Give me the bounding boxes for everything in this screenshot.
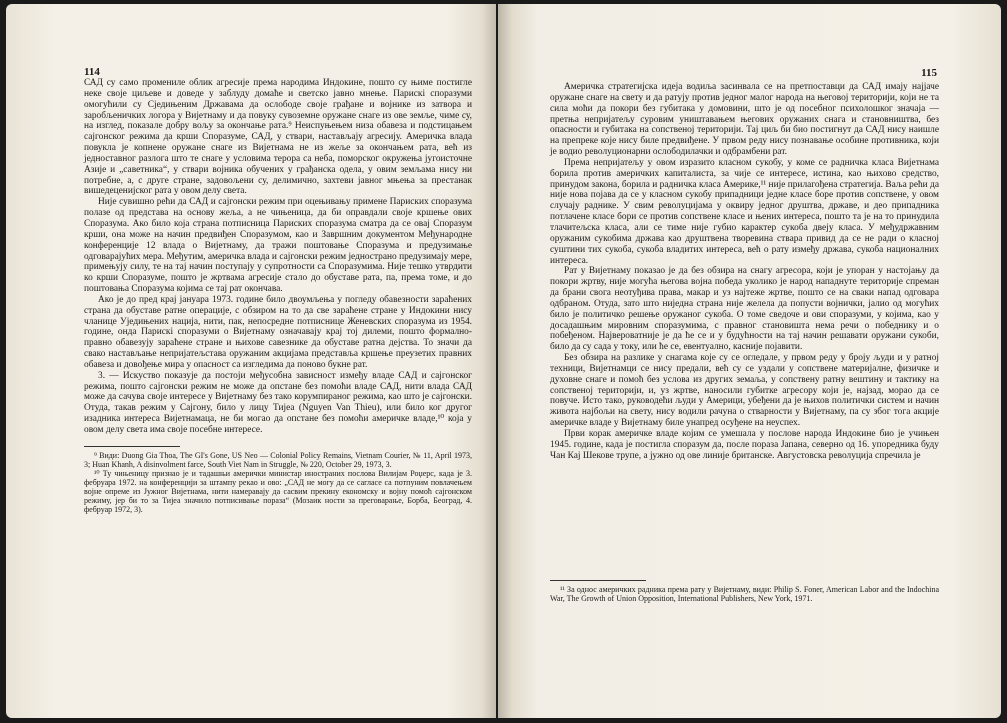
left-footnotes	[84, 451, 472, 515]
footnote: ⁹ Види: Duong Gia Thoa, The GI's Gone, US Neo — Colonial Policy Remains, Vietnam Courier, № 11, April 1973, 3; Huan Khanh, A disinvolment farce, South Viet Nam in Struggle, № 220, October 29, 1973, 3.	[84, 450, 472, 469]
page-number-right: 115	[921, 67, 937, 79]
right-body	[550, 82, 939, 462]
footnote: ¹⁰ Ту чињеницу признао је и тадашњи амерички министар иностраних послова Вилијам Роџерс, када је 3. фебруара 1972. на конференцији за штампу рекао и ово: „САД не могу да се сагласе са потпуним повлачењем војне опреме из Јужног Вијетнама, нити намеравају да сасвим прекину економску и војну помоћ сајгонском режиму, јер би то за Тијеа значило потписивање пораза“ (Мозаик ности за преговарање, Борба, Београд, 4. фебруар 1972, 3).	[84, 469, 472, 515]
paragraph: Рат у Вијетнаму показао је да без обзира на снагу агресора, који је упоран у настојању да покори жртву, није могућа његова војна победа уколико је народ нападнуте територије спреман да брани свога неотуђива права, макар и уз најтеже жртве, пошто се на сваки напад одговара одбраном. Отуда, зато што ниједна страна није желела да попусти војнички, јалио од могућих било је политичко решење оружаног сукоба. О томе сведоче и ови споразуми, у којима, као у досадашњим мировним споразумима, с правног становишта нема речи о победнику и о побеђеном. Највероватније је да ће се и у будућности на тај начин решавати оружани сукоби, било да су сада у току, или ће се, евентуално, касније појавити.	[550, 266, 939, 353]
gutter-shadow	[498, 4, 512, 718]
right-page	[498, 4, 1001, 718]
paragraph: Није сувишно рећи да САД и сајгонски режим при оцењивању примене Париских споразума полазе од представа на основу жеља, а не чињеница, да би оправдали своје кршење ових Споразума. Ако било која страна потписница Париских споразума сматра да се овај Споразум крши, она може на начин предвиђен Споразумом, као и Завршним документом Међународне конференције 12 влада о Вијетнаму, да тражи поштовање Споразума и предузимање одговарајућих мера. Међутим, америчка влада и сајгонски режим једнострано предузимају мере, примењују силу, те на тај начин поступају у супротности са Споразумима. Није тешко утврдити ко крши Споразуме, пошто је жртвама агресије стало до обуставе рата, па, према томе, и до поштовања Споразума којима се тај рат окончава.	[84, 197, 472, 295]
book-spread	[6, 4, 1001, 718]
paragraph: Америчка стратегијска идеја водиља засинвала се на претпоставци да САД имају најјаче оружане снаге на свету и да ратују против једног малог народа на његовој територији, који не та сила моћи да покори без губитака у домовини, што је од посебног психолошког значаја — претња непријатељу суровим уништавањем његових оружаних снага и становништва, без опасности и губитака на сопственој територији. Тај циљ би био постигнут да САД нису наишле на препреке које нису биле предвиђене. У првом реду нису познавање особине противника, који је водио револуционарни ослободилачки и одбрамбени рат.	[550, 82, 939, 158]
paragraph: Ако је до пред крај јануара 1973. године било двоумљења у погледу обавезности зараћених страна да обуставе ратне операције, с обзиром на то да све зараћене стране у Индокини нису чланице Уједињених нација, нити, пак, непосредне потписнице Женевских споразума из 1954. године, онда Парискi споразуми о Вијетнаму означавају крај тој дилеми, пошто формално-правно обавезују зараћене стране и њихове савезнике да обуставе ратна дејства. То значи да свако настављање непријатељстава оружаним акцијама представља кршење преузетих правних обавеза и довођење мира у опасност са изгледима да поново букне рат.	[84, 294, 472, 370]
paragraph: Први корак америчке владе којим се умешала у послове народа Индокине био је учињен 1945. године, када је постигла споразум да, после пораза Јапана, северно од 16. упоредника буду Чан Кај Шекове трупе, а јужно од ове линије британске. Августовска револуција спречила је	[550, 429, 939, 461]
gutter-shadow	[482, 4, 496, 718]
paragraph: САД су само промениле облик агресије према народима Индокине, пошто су њиме постигле неке своје циљеве и доведе у заблуду домаће и светско јавно мнење. Парискi споразуми омогућили су Сједињеним Државама да ослободе своје грађане и војнике из затвора и заробљеничких логора у Вијетнаму и да повуку сувоземне оружане снаге из ове земље, чиме су, на изглед, показале добру вољу за окончање рата.⁹ Неиспуњењем низа обавеза и подстицањем сајгонског режима да крши Споразуме, САД, у ствари, настављају агресију. Америчка влада повукла је копнене оружане снаге из Вијетнама не из жеље за окончањем рата, већ из једноставног разлога што те снаге у условима терора са неба, поморског окружења југоисточне Азије и „саветника“, у ствари војника обучених у грађанска одела, у овим земљама нису ни потребне, а, с друге стране, задовољени су, делимично, захтеви јавног мњења за престанак вишедеценијског рата у овом делу света.	[84, 78, 472, 197]
paragraph: Без обзира на разлике у снагама које су се огледале, у првом реду у броју људи и у ратној техници, Вијетнамци се нису предали, већ су се уздали у сопствене материјалне, физичке и духовне снаге и помоћ без услова из других земаља, у сопствену ратну вештину и тактику на сопственој територији, и, уз жртве, наносили губитке агресору који је, најзад, морао да се повуче. Исто тако, руководећи људи у Америци, убеђени да је њихов политички систем и начин живота најбољи на свету, нису водили рачуна о стварности у Вијетнаму, па су због тога акције америчке владе у Вијетнаму биле унапред осуђене на неуспех.	[550, 353, 939, 429]
footnote: ¹¹ За однос америчких радника према рату у Вијетнаму, види: Philip S. Foner, American Labor and the Indochina War, The Growth of Union Opposition, International Publishers, New York, 1971.	[550, 584, 939, 603]
footnote-rule	[84, 446, 180, 447]
left-page	[6, 4, 496, 718]
paragraph: Према непријатељу у овом изразито класном сукобу, у коме се радничка класа Вијетнама борила против америчких капиталиста, за чије се интересе, истина, као њихово средство, принудом закона, борила и радничка класа Америке,¹¹ није прилагођена стратегија. Ваља рећи да није нова појава да се у класном сукобу припадници једне класе боре против сопствене, у овом случају раднике. У свим револуцијама у оквиру једног друштва, државе, и део припадника потлачене класе бори се против сопствене класе и њених интереса, пошто та је на то принудила тлачитељска класа, али се тиме није губио карактер сукоба двеју класа. У међудржавним оружаним сукобима држава као друштвена творевина ствара привид да се не ради о класној суштини тих сукоба, сукоба владитих интереса, већ о рату између држава, сукоба националних интереса.	[550, 157, 939, 266]
page-number-left: 114	[84, 66, 100, 78]
footnote-rule	[550, 580, 646, 581]
paragraph: 3. — Искуство показује да постоји међусобна зависност између владе САД и сајгонског режима, пошто сајгонски режим не може да опстане без помоћи владе САД, нити влада САД може да сачува своје интересе у Вијетнаму без тако корумпираног режима, као што је сајгонски. Отуда, такав режим у Сајгону, било у лицу Тијеа (Nguyen Van Thieu), или било ког другог изадника интереса Вијетнамаца, не би могао да опстане без помоћи америчке владе,¹⁰ која у овом делу света има своје посебне интересе.	[84, 370, 472, 435]
left-body	[84, 78, 472, 436]
right-footnotes	[550, 585, 939, 603]
